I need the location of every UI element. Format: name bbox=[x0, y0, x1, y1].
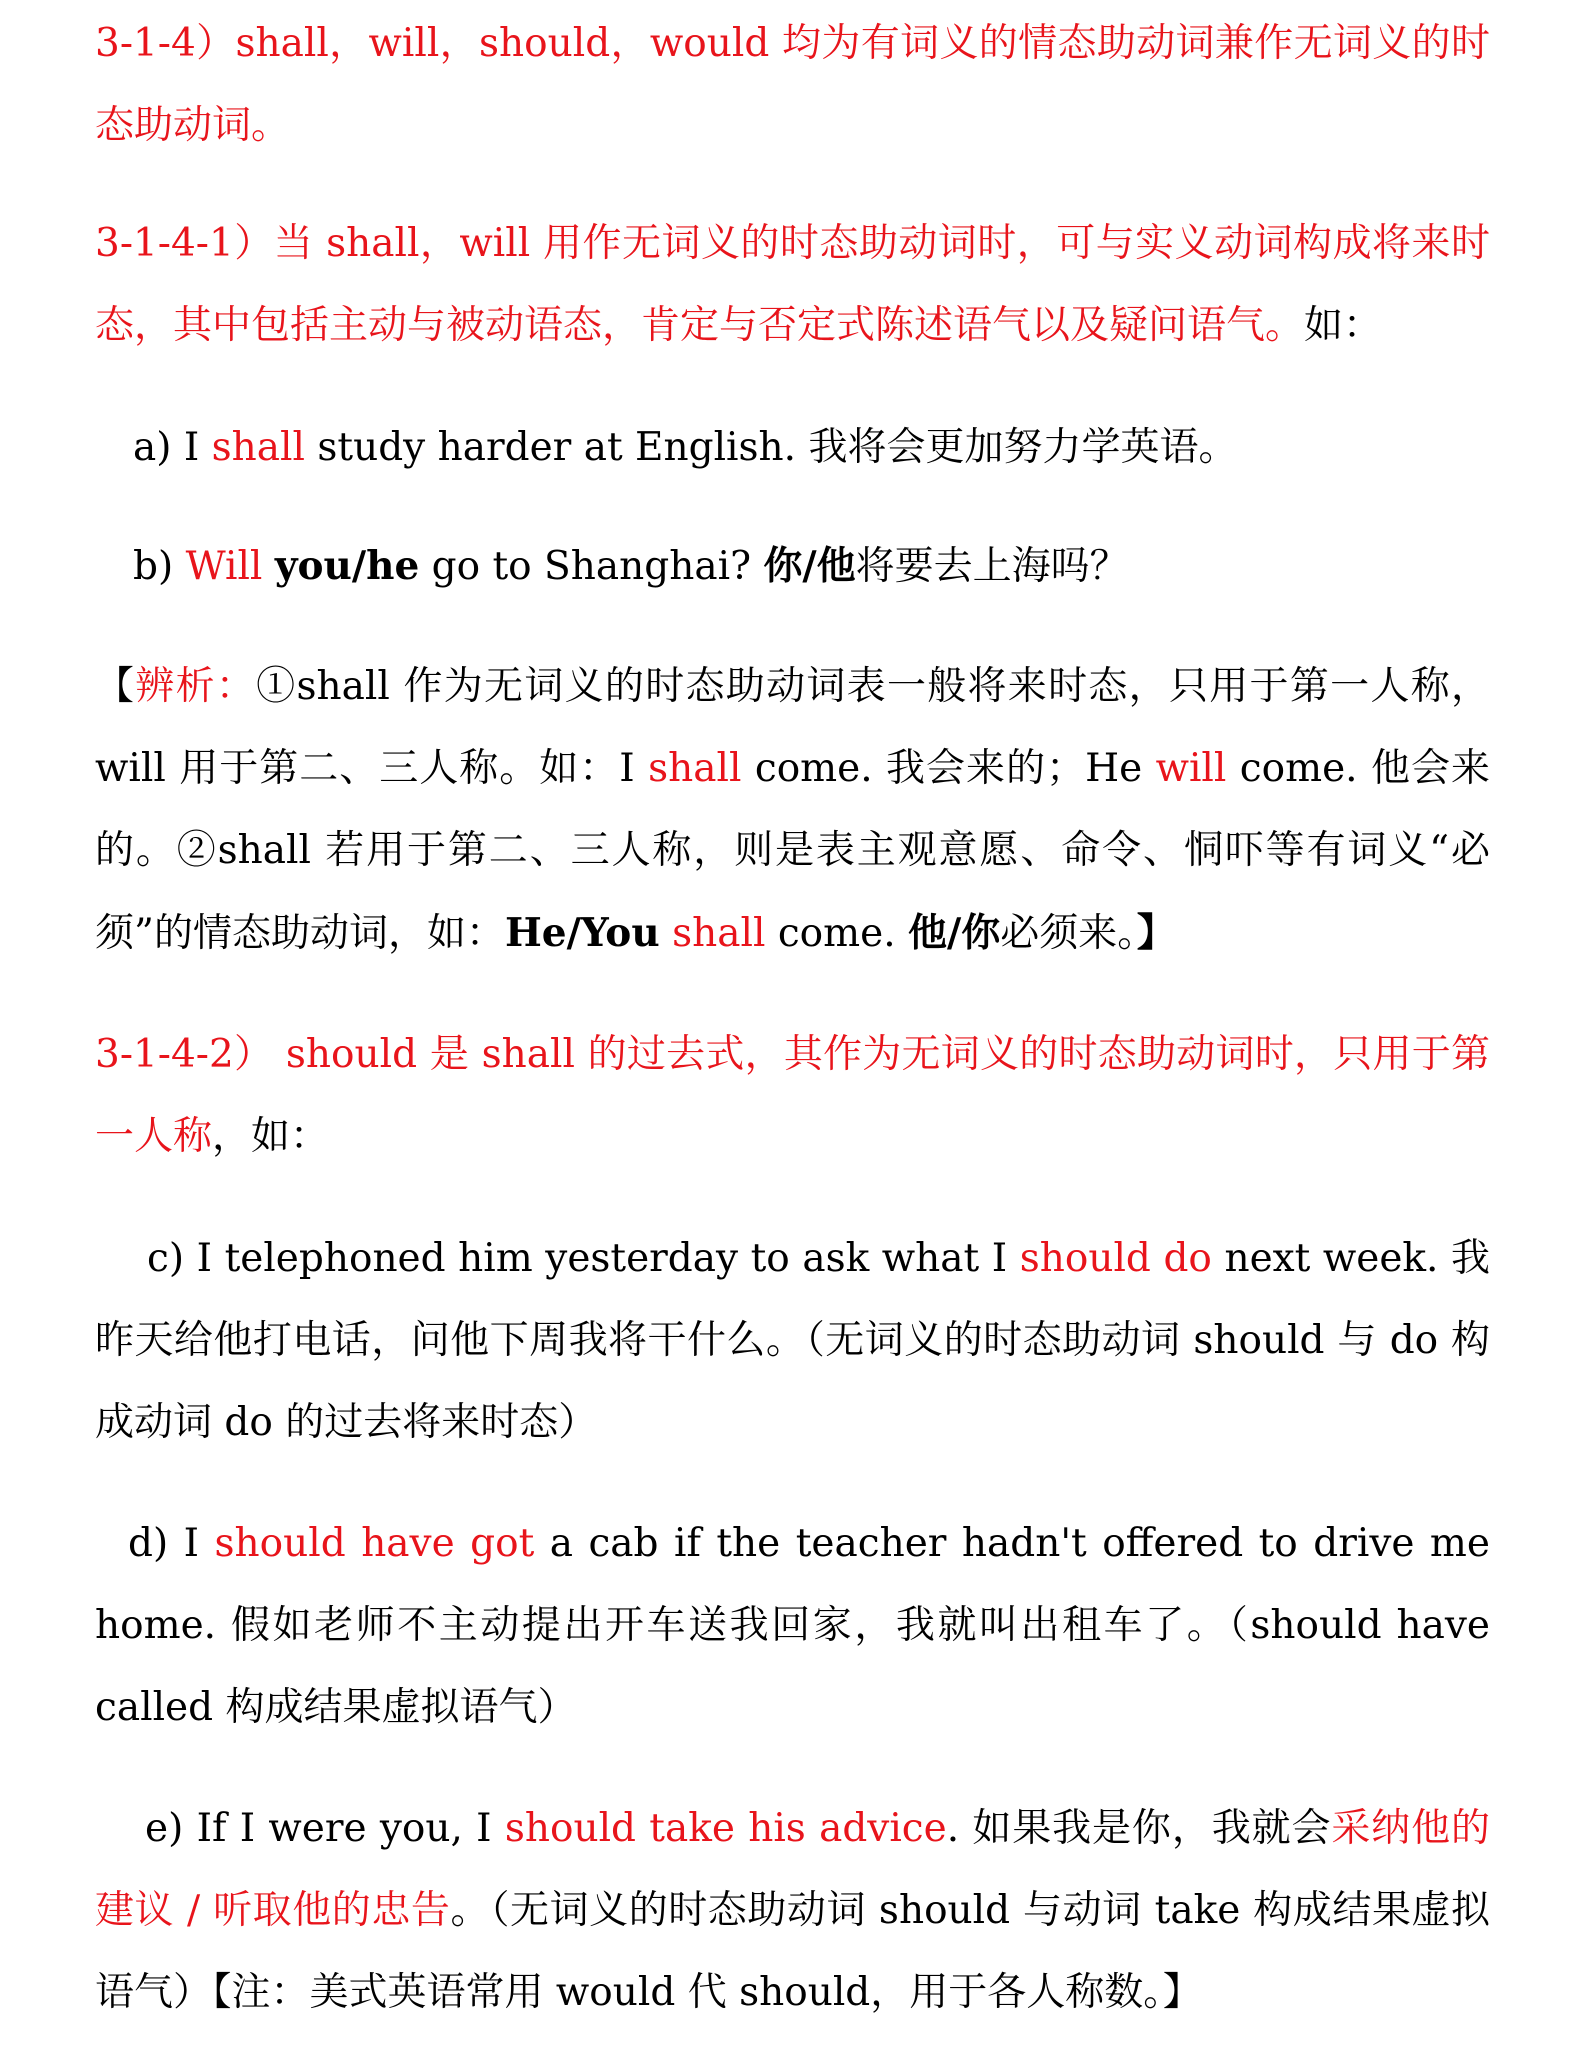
example-e-keyword: should take his advice bbox=[504, 1806, 947, 1851]
analysis-keyword: will bbox=[1155, 746, 1227, 791]
example-b-part: b) bbox=[133, 544, 186, 589]
example-d-keyword: should have got bbox=[214, 1521, 535, 1566]
section-3-1-4-2 bbox=[95, 1014, 1490, 1178]
example-a-part: a) I bbox=[133, 425, 212, 470]
analysis-label: 辨析： bbox=[135, 664, 257, 709]
analysis-text: come. bbox=[765, 911, 909, 956]
example-c-part: c) I telephoned him yesterday to ask what I bbox=[147, 1236, 1020, 1281]
example-c bbox=[95, 1218, 1490, 1464]
example-c-part: next week. 我昨天给他打电话，问他下周我将干什么。（无词义的时态助动词 should 与 do 构成动词 do 的过去将来时态） bbox=[95, 1236, 1490, 1445]
example-a bbox=[133, 407, 1490, 489]
example-c-keyword: should do bbox=[1019, 1236, 1212, 1281]
example-b-subject: you/he bbox=[274, 543, 420, 589]
section-3-1-4-2-tail: ，如： bbox=[212, 1114, 330, 1159]
example-b bbox=[133, 525, 1490, 608]
section-3-1-4-2-text: 3-1-4-2） should 是 shall 的过去式，其作为无词义的时态助动词时，只用于第一人称 bbox=[95, 1032, 1490, 1159]
example-d-part: a cab if the teacher hadn't offered to drive me home. 假如老师不主动提出开车送我回家，我就叫出租车了。（should have called 构成结果虚拟语气） bbox=[95, 1521, 1490, 1730]
section-3-1-4-1-tail: 如： bbox=[1304, 303, 1383, 348]
analysis-keyword: shall bbox=[648, 746, 742, 791]
section-3-1-4-text: 3-1-4）shall，will，should，would 均为有词义的情态助动词兼作无词义的时态助动词。 bbox=[95, 21, 1490, 148]
example-a-keyword: shall bbox=[211, 425, 306, 470]
example-e-part: 。（无词义的时态助动词 should 与动词 take 构成结果虚拟语气）【注：美式英语常用 would 代 should，用于各人称数。】 bbox=[95, 1888, 1490, 2015]
analysis-subject-cn: 他/你 bbox=[908, 910, 1001, 956]
example-b-subject-cn: 你/他 bbox=[763, 543, 856, 589]
example-e bbox=[95, 1788, 1490, 2034]
analysis-text: come. 我会来的；He bbox=[741, 746, 1156, 791]
analysis-text: 必须来。 bbox=[1000, 911, 1137, 956]
analysis-text: come. 他会来的。②shall 若用于第二、三人称，则是表主观意愿、命令、恫吓等有词义“必须”的情态助动词，如： bbox=[95, 746, 1490, 956]
section-3-1-4-1 bbox=[95, 203, 1490, 367]
example-e-part: . 如果我是你，我就会 bbox=[946, 1806, 1332, 1851]
example-e-translation: 采纳他的建议 / 听取他的忠告 bbox=[95, 1806, 1490, 1933]
example-b-part bbox=[262, 544, 274, 589]
example-a-part: study harder at English. 我将会更加努力学英语。 bbox=[305, 425, 1238, 470]
analysis-subject: He/You bbox=[504, 910, 660, 956]
example-b-part: 将要去上海吗？ bbox=[855, 544, 1129, 589]
section-3-1-4 bbox=[95, 3, 1490, 167]
analysis-keyword: shall bbox=[672, 911, 766, 956]
analysis-bracket-open: 【 bbox=[95, 664, 136, 709]
analysis-text: ①shall 作为无词义的时态助动词表一般将来时态，只用于第一人称，will 用于第二、三人称。如：I bbox=[95, 664, 1490, 791]
section-3-1-4-1-text: 3-1-4-1）当 shall，will 用作无词义的时态助动词时，可与实义动词构成将来时态，其中包括主动与被动语态，肯定与否定式陈述语气以及疑问语气。 bbox=[95, 221, 1490, 348]
analysis-note bbox=[95, 646, 1490, 975]
example-e-part: e) If I were you, I bbox=[145, 1806, 505, 1851]
example-b-keyword: Will bbox=[185, 544, 263, 589]
example-b-part: go to Shanghai? bbox=[419, 544, 764, 589]
example-d-part: d) I bbox=[128, 1521, 215, 1566]
example-d bbox=[95, 1503, 1490, 1749]
analysis-text bbox=[660, 911, 672, 956]
analysis-bracket-close: 】 bbox=[1136, 910, 1176, 956]
